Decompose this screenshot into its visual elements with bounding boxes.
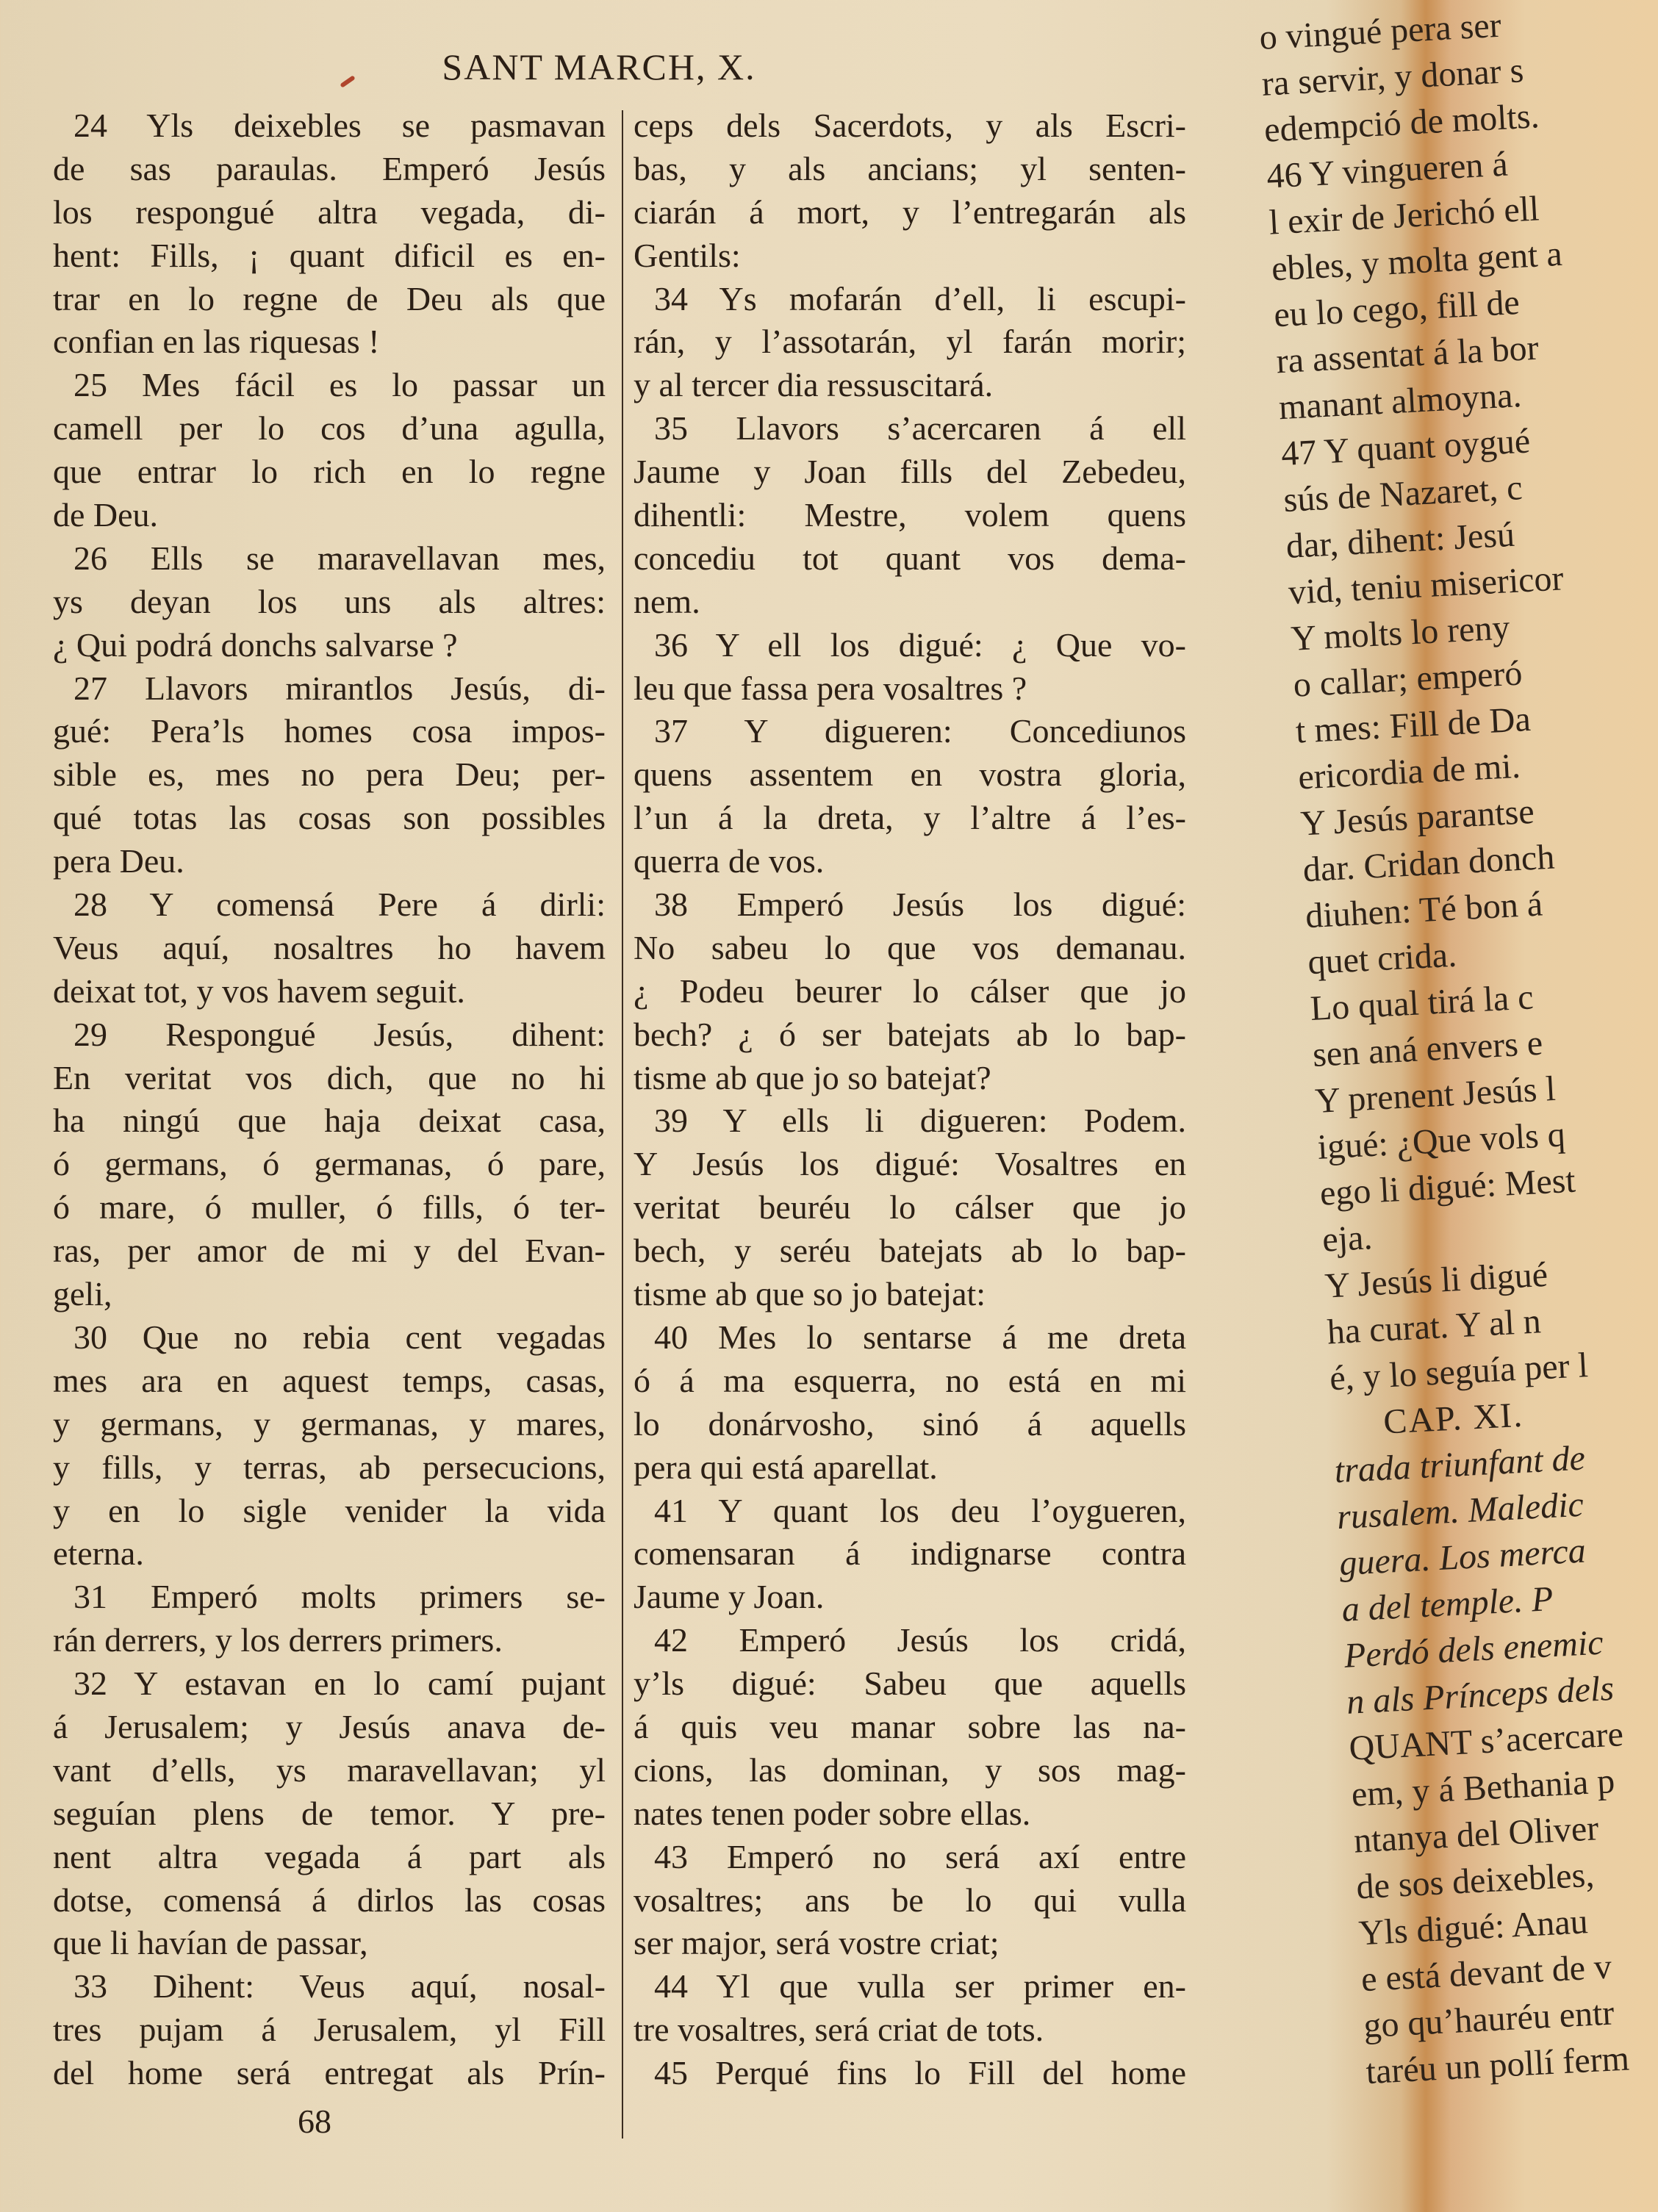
- verse-paragraph: [53, 883, 606, 1013]
- fragment-line: dar. Cridan donch: [1302, 837, 1556, 890]
- text-line: 31 Emperó molts primers se-: [73, 1578, 606, 1616]
- verse-paragraph: [53, 1662, 606, 1965]
- text-line: pera Deu.: [53, 842, 184, 880]
- text-line: y’ls digué: Sabeu que aquells: [634, 1665, 1186, 1703]
- text-line: cions, las dominan, y sos mag-: [634, 1750, 1186, 1789]
- text-line: comensaran á indignarse contra: [634, 1534, 1186, 1573]
- text-line: 39 Y ells li digueren: Podem.: [654, 1102, 1186, 1140]
- text-line: gué: Pera’ls homes cosa impos-: [53, 712, 606, 750]
- verse-paragraph: [53, 1965, 606, 2095]
- verse-paragraph: [634, 1619, 1186, 1835]
- fragment-line: Y Jesús parantse: [1299, 791, 1535, 844]
- text-line: 45 Perqué fins lo Fill del home: [654, 2054, 1186, 2092]
- text-line: Jaume y Joan.: [634, 1578, 825, 1616]
- text-line: tisme ab que jo so batejat?: [634, 1058, 991, 1096]
- text-line: nates tenen poder sobre ellas.: [634, 1794, 1031, 1832]
- verse-paragraph: [53, 1576, 606, 1662]
- text-line: leu que fassa pera vosaltres ?: [634, 669, 1027, 707]
- text-line: ó mare, ó muller, ó fills, ó ter-: [53, 1188, 606, 1227]
- text-line: y germans, y germanas, y mares,: [53, 1404, 606, 1443]
- text-line: bas, y als ancians; yl senten-: [634, 149, 1186, 187]
- text-line: ó germans, ó germanas, ó pare,: [53, 1145, 606, 1183]
- text-line: 28 Y comensá Pere á dirli:: [73, 886, 606, 924]
- text-line: ras, per amor de mi y del Evan-: [53, 1232, 606, 1270]
- text-line: 24 Yls deixebles se pasmavan: [73, 107, 606, 144]
- fragment-line: a del temple. P: [1341, 1579, 1554, 1629]
- fragment-line: ra servir, y donar s: [1260, 51, 1525, 104]
- text-line: mes ara en aquest temps, casas,: [53, 1361, 606, 1399]
- fragment-line: t mes: Fill de Da: [1294, 699, 1532, 751]
- fragment-line: trada triunfant de: [1333, 1438, 1587, 1491]
- fragment-line: eja.: [1321, 1218, 1374, 1260]
- fragment-line: em, y á Bethania p: [1350, 1761, 1616, 1814]
- text-line: ¿ Qui podrá donchs salvarse ?: [53, 625, 458, 664]
- text-line: 38 Emperó Jesús los digué:: [654, 886, 1186, 924]
- fragment-line: 46 Y vingueren á: [1266, 144, 1509, 196]
- text-line: y al tercer dia ressuscitará.: [634, 366, 994, 404]
- text-line: nem.: [634, 582, 700, 620]
- fragment-line: rusalem. Maledic: [1335, 1484, 1585, 1537]
- text-line: 43 Emperó no será axí entre: [654, 1837, 1186, 1875]
- verse-paragraph: [53, 1013, 606, 1316]
- text-line: 29 Respongué Jesús, dihent:: [73, 1015, 606, 1053]
- fragment-line: Perdó dels enemic: [1343, 1623, 1604, 1676]
- text-line: del home será entregat als Prín-: [53, 2054, 606, 2092]
- text-line: 32 Y estavan en lo camí pujant: [73, 1665, 606, 1703]
- verse-paragraph: [634, 2052, 1186, 2095]
- verse-paragraph: [53, 364, 606, 537]
- text-line: 25 Mes fácil es lo passar un: [73, 366, 606, 404]
- text-line: tre vosaltres, será criat de tots.: [634, 2011, 1044, 2049]
- text-line: y en lo sigle venider la vida: [53, 1491, 606, 1529]
- text-line: l’un á la dreta, y l’altre á l’es-: [634, 799, 1186, 837]
- verse-paragraph: [53, 537, 606, 667]
- text-line: tres pujam á Jerusalem, yl Fill: [53, 2011, 606, 2049]
- text-line: bech? ¿ ó ser batejats ab lo bap-: [634, 1015, 1186, 1053]
- text-line: eterna.: [53, 1534, 144, 1573]
- text-line: quens assentem en vostra gloria,: [634, 755, 1186, 794]
- left-column: [53, 104, 606, 2095]
- text-line: 44 Yl que vulla ser primer en-: [654, 1967, 1186, 2005]
- verse-paragraph: [634, 104, 1186, 278]
- text-line: 36 Y ell los digué: ¿ Que vo-: [654, 625, 1186, 664]
- running-title: SANT MARCH, X.: [442, 46, 756, 87]
- text-line: querra de vos.: [634, 842, 825, 880]
- fragment-line: 47 Y quant oygué: [1280, 421, 1532, 474]
- text-line: 40 Mes lo sentarse á me dreta: [654, 1318, 1186, 1356]
- text-line: de sas paraulas. Emperó Jesús: [53, 149, 606, 187]
- text-line: Jaume y Joan fills del Zebedeu,: [634, 453, 1186, 491]
- fragment-line: sús de Nazaret, c: [1282, 468, 1524, 520]
- text-line: á Jerusalem; y Jesús anava de-: [53, 1707, 606, 1745]
- verse-paragraph: [634, 407, 1186, 623]
- text-line: dihentli: Mestre, volem quens: [634, 496, 1186, 534]
- text-line: hent: Fills, ¡ quant dificil es en-: [53, 236, 606, 274]
- verse-paragraph: [53, 667, 606, 883]
- text-line: 27 Llavors mirantlos Jesús, di-: [73, 669, 606, 707]
- verse-paragraph: [634, 710, 1186, 883]
- text-line: 42 Emperó Jesús los cridá,: [654, 1621, 1186, 1659]
- text-line: ¿ Podeu beurer lo cálser que jo: [634, 972, 1186, 1010]
- fragment-line: é, y lo seguía per l: [1328, 1346, 1590, 1398]
- text-line: geli,: [53, 1275, 112, 1313]
- fragment-line: Y molts lo reny: [1290, 608, 1511, 658]
- fragment-line: go qu’hauréu entr: [1363, 1993, 1615, 2046]
- fragment-line: Y Jesús li digué: [1324, 1254, 1549, 1306]
- fragment-line: ha curat. Y al n: [1326, 1301, 1542, 1352]
- column-divider: [622, 110, 623, 2139]
- fragment-line: l exir de Jerichó ell: [1268, 189, 1540, 243]
- text-line: que li havían de passar,: [53, 1924, 368, 1962]
- text-line: ceps dels Sacerdots, y als Escri-: [634, 107, 1186, 144]
- verse-paragraph: [634, 1099, 1186, 1315]
- text-line: Veus aquí, nosaltres ho havem: [53, 928, 606, 966]
- text-line: los respongué altra vegada, di-: [53, 193, 606, 231]
- text-line: ys deyan los uns als altres:: [53, 582, 606, 620]
- text-line: veritat beuréu lo cálser que jo: [634, 1188, 1186, 1227]
- fragment-line: de sos deixebles,: [1355, 1855, 1596, 1907]
- fragment-line: vid, teniu misericor: [1287, 559, 1565, 612]
- fragment-line: Yls digué: Anau: [1357, 1902, 1589, 1953]
- fragment-line: guera. Los merca: [1338, 1531, 1587, 1584]
- text-line: 33 Dihent: Veus aquí, nosal-: [73, 1967, 606, 2005]
- text-line: á quis veu manar sobre las na-: [634, 1707, 1186, 1745]
- text-line: camell per lo cos d’una agulla,: [53, 409, 606, 448]
- text-line: 37 Y digueren: Concediunos: [654, 712, 1186, 750]
- text-line: Y Jesús los digué: Vosaltres en: [634, 1145, 1186, 1183]
- verse-paragraph: [53, 1316, 606, 1576]
- fragment-line: ra assentat á la bor: [1275, 328, 1540, 381]
- text-line: ser major, será vostre criat;: [634, 1924, 1000, 1962]
- text-line: de Deu.: [53, 496, 159, 534]
- text-line: seguían plens de temor. Y pre-: [53, 1794, 606, 1832]
- fragment-line: ntanya del Oliver: [1352, 1809, 1600, 1861]
- text-line: 35 Llavors s’acercaren á ell: [654, 409, 1186, 448]
- fragment-line: sen aná envers e: [1311, 1023, 1544, 1075]
- text-line: pera qui está aparellat.: [634, 1448, 938, 1486]
- chapter-heading: CAP. XI.: [1382, 1395, 1525, 1442]
- fragment-line: n als Prínceps dels: [1345, 1668, 1615, 1722]
- text-line: lo donárvosho, sinó á aquells: [634, 1404, 1186, 1443]
- text-line: trar en lo regne de Deu als que: [53, 279, 606, 317]
- text-line: qué totas las cosas son possibles: [53, 799, 606, 837]
- fragment-line: QUANT s’acercare: [1348, 1714, 1625, 1768]
- verse-paragraph: [634, 1316, 1186, 1490]
- text-line: En veritat vos dich, que no hi: [53, 1058, 606, 1096]
- verse-paragraph: [634, 1965, 1186, 2052]
- text-line: y fills, y terras, ab persecucions,: [53, 1448, 606, 1486]
- verse-paragraph: [634, 883, 1186, 1099]
- fragment-line: dar, dihent: Jesú: [1285, 514, 1516, 566]
- fragment-line: o vingué pera ser: [1258, 5, 1502, 57]
- verse-paragraph: [53, 104, 606, 364]
- text-line: 41 Y quant los deu l’oygueren,: [654, 1491, 1186, 1529]
- fragment-line: ego li digué: Mest: [1318, 1160, 1576, 1213]
- verse-paragraph: [634, 1490, 1186, 1620]
- fragment-line: eu lo cego, fill de: [1273, 282, 1521, 335]
- text-line: concediu tot quant vos dema-: [634, 539, 1186, 577]
- verse-paragraph: [634, 1836, 1186, 1966]
- text-line: que entrar lo rich en lo regne: [53, 453, 606, 491]
- fragment-line: ericordia de mi.: [1297, 746, 1521, 797]
- text-line: No sabeu lo que vos demanau.: [634, 928, 1186, 966]
- text-line: rán derrers, y los derrers primers.: [53, 1621, 503, 1659]
- fragment-line: Lo qual tirá la c: [1309, 977, 1535, 1029]
- fragment-line: ebles, y molta gent a: [1270, 234, 1563, 289]
- fragment-line: igué: ¿Que vols q: [1316, 1115, 1566, 1167]
- fragment-line: e está devant de v: [1360, 1947, 1613, 2000]
- fragment-line: taréu un pollí ferm: [1365, 2039, 1631, 2092]
- text-line: vosaltres; ans be lo qui vulla: [634, 1881, 1186, 1919]
- text-line: tisme ab que so jo batejat:: [634, 1275, 986, 1313]
- text-line: 34 Ys mofarán d’ell, li escupi-: [654, 279, 1186, 317]
- text-line: 30 Que no rebia cent vegadas: [73, 1318, 606, 1356]
- fragment-line: o callar; emperó: [1292, 653, 1524, 705]
- text-line: vant d’ells, ys maravellavan; yl: [53, 1750, 606, 1789]
- verse-paragraph: [634, 278, 1186, 408]
- text-line: ha ningú que haja deixat casa,: [53, 1102, 606, 1140]
- text-line: dotse, comensá á dirlos las cosas: [53, 1881, 606, 1919]
- fragment-line: diuhen: Té bon á: [1304, 884, 1544, 936]
- fragment-line: edempció de molts.: [1263, 96, 1540, 150]
- text-line: deixat tot, y vos havem seguit.: [53, 972, 465, 1010]
- page-number: 68: [298, 2103, 331, 2140]
- text-line: 26 Ells se maravellavan mes,: [73, 539, 606, 577]
- text-line: confian en las riquesas !: [53, 323, 380, 361]
- text-line: nent altra vegada á part als: [53, 1837, 606, 1875]
- text-line: Gentils:: [634, 236, 741, 274]
- text-line: bech, y seréu batejats ab lo bap-: [634, 1232, 1186, 1270]
- text-line: ó á ma esquerra, no está en mi: [634, 1361, 1186, 1399]
- text-line: sible es, mes no pera Deu; per-: [53, 755, 606, 794]
- text-line: rán, y l’assotarán, yl farán morir;: [634, 323, 1186, 361]
- verse-paragraph: [634, 624, 1186, 711]
- fragment-line: quet crida.: [1307, 935, 1458, 983]
- right-column: [634, 104, 1186, 2095]
- fragment-line: Y prenent Jesús l: [1314, 1069, 1557, 1121]
- text-line: ciarán á mort, y l’entregarán als: [634, 193, 1186, 231]
- facing-page-fragment: [1258, 5, 1631, 2212]
- fragment-line: manant almoyna.: [1277, 376, 1523, 428]
